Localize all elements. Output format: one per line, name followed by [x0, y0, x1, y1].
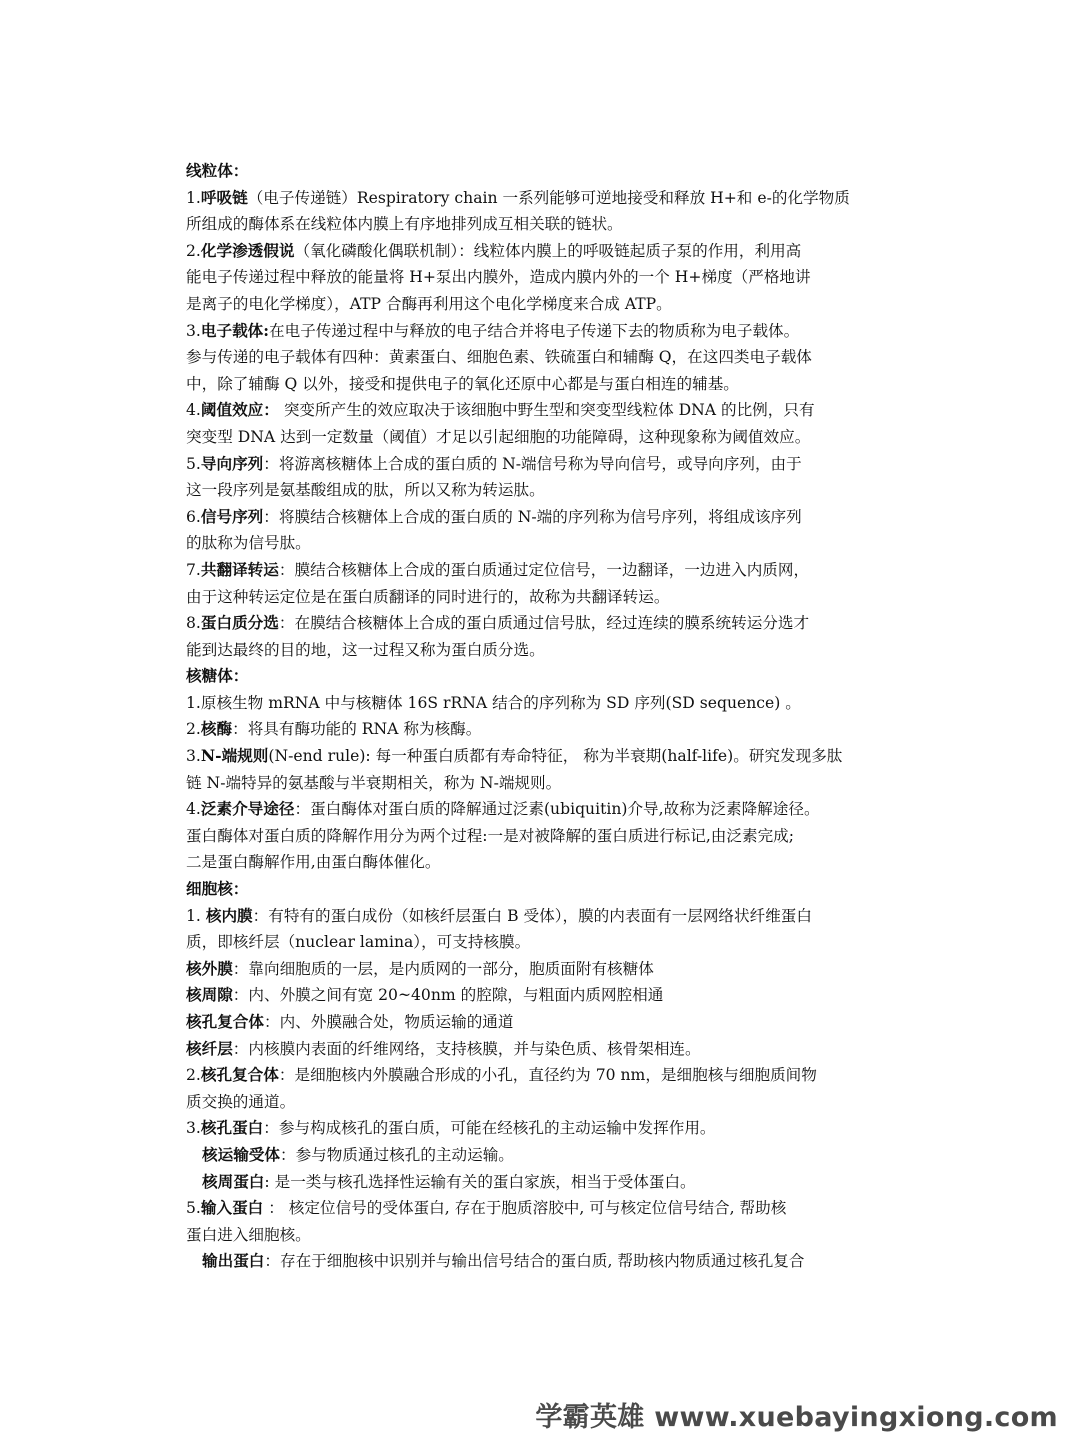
term: 共翻译转运 — [200, 559, 279, 579]
nucleus-perinuclear-space: 核周隙：内、外膜之间有宽 20~40nm 的腔隙，与粗面内质网腔相通 — [186, 985, 664, 1005]
term: 输入蛋白 — [200, 1198, 264, 1218]
mito-item-4-line-1: 4.阈值效应： 突变所产生的效应取决于该细胞中野生型和突变型线粒体 DNA 的比例，只有 — [186, 400, 815, 420]
nucleus-item-3-line-1: 3.核孔蛋白：参与构成核孔的蛋白质，可能在经核孔的主动运输中发挥作用。 — [186, 1118, 716, 1138]
section-title-mitochondria: 线粒体： — [186, 161, 249, 180]
term: 阈值效应： — [200, 400, 279, 420]
mito-item-7-line-2: 由于这种转运定位是在蛋白质翻译的同时进行的，故称为共翻译转运。 — [186, 587, 670, 606]
term: 核内膜 — [205, 905, 253, 925]
ribo-item-1-line-1: 1.原核生物 mRNA 中与核糖体 16S rRNA 结合的序列称为 SD 序列(SD sequence) 。 — [186, 693, 801, 712]
ribo-item-3-line-1: 3.N-端规则(N-end rule): 每一种蛋白质都有寿命特征， 称为半衰期(half-life)。研究发现多肽 — [186, 746, 843, 766]
term: 核纤层 — [186, 1038, 233, 1058]
mito-item-6-line-2: 的肽称为信号肽。 — [186, 534, 311, 553]
mito-item-2-line-3: 是离子的电化学梯度），ATP 合酶再利用这个电化学梯度来合成 ATP。 — [186, 294, 672, 313]
section-title-ribosome: 核糖体： — [186, 666, 249, 686]
mito-item-3-line-1: 3.电子载体:在电子传递过程中与释放的电子结合并将电子传递下去的物质称为电子载体。 — [186, 320, 800, 340]
term: 核周蛋白 — [202, 1171, 265, 1191]
site-watermark: 学霸英雄 www.xuebayingxiong.com — [535, 1402, 1058, 1433]
term: 核外膜 — [186, 958, 233, 978]
mito-item-1-line-2: 所组成的酶体系在线粒体内膜上有序地排列成互相关联的链状。 — [186, 215, 623, 234]
term: 泛素介导途径 — [200, 799, 295, 819]
mito-item-1-line-1: 1.呼吸链（电子传递链）Respiratory chain 一系列能够可逆地接受和释放 H+和 e-的化学物质 — [186, 187, 850, 207]
nucleus-exportin: 输出蛋白：存在于细胞核中识别并与输出信号结合的蛋白质, 帮助核内物质通过核孔复合 — [202, 1251, 805, 1271]
nucleus-item-5-line-2: 蛋白进入细胞核。 — [186, 1225, 311, 1244]
mito-item-2-line-1: 2.化学渗透假说（氧化磷酸化偶联机制）：线粒体内膜上的呼吸链起质子泵的作用，利用高 — [186, 240, 802, 260]
term: 核运输受体 — [202, 1144, 280, 1164]
term: 电子载体: — [200, 320, 270, 340]
mito-item-8-line-1: 8.蛋白质分选：在膜结合核糖体上合成的蛋白质通过信号肽，经过连续的膜系统转运分选才 — [186, 613, 810, 633]
mito-item-8-line-2: 能到达最终的目的地，这一过程又称为蛋白质分选。 — [186, 640, 545, 659]
ribo-item-4-line-1: 4.泛素介导途径：蛋白酶体对蛋白质的降解通过泛素(ubiquitin)介导,故称为泛素降解途径。 — [186, 799, 820, 819]
term: 核周隙 — [186, 985, 233, 1005]
term: 核孔复合体 — [200, 1065, 279, 1085]
nucleus-pore-complex: 核孔复合体：内、外膜融合处，物质运输的通道 — [186, 1012, 514, 1031]
section-title-nucleus: 细胞核： — [186, 879, 249, 899]
mito-item-2-line-2: 能电子传递过程中释放的能量将 H+泵出内膜外，造成内膜内外的一个 H+梯度（严格地讲 — [186, 268, 811, 287]
term: N-端规则 — [200, 746, 269, 766]
ribo-item-4-line-2: 蛋白酶体对蛋白质的降解作用分为两个过程:一是对被降解的蛋白质进行标记,由泛素完成; — [186, 826, 795, 845]
nucleus-item-2-line-1: 2.核孔复合体：是细胞核内外膜融合形成的小孔，直径约为 70 nm，是细胞核与细胞质间物 — [186, 1065, 817, 1085]
nucleus-item-1-line-2: 质，即核纤层（nuclear lamina），可支持核膜。 — [186, 933, 531, 952]
term: 导向序列 — [200, 453, 264, 473]
mito-item-4-line-2: 突变型 DNA 达到一定数量（阈值）才足以引起细胞的功能障碍，这种现象称为阈值效应。 — [186, 427, 811, 446]
nucleus-lamina: 核纤层：内核膜内表面的纤维网络，支持核膜，并与染色质、核骨架相连。 — [186, 1038, 701, 1058]
document-body — [186, 158, 898, 1275]
nucleus-item-2-line-2: 质交换的通道。 — [186, 1092, 296, 1111]
ribo-item-3-line-2: 链 N-端特异的氨基酸与半衰期相关，称为 N-端规则。 — [186, 773, 562, 792]
mito-item-5-line-1: 5.导向序列：将游离核糖体上合成的蛋白质的 N-端信号称为导向信号，或导向序列，由于 — [186, 453, 802, 473]
ribo-item-2-line-1: 2.核酶：将具有酶功能的 RNA 称为核酶。 — [186, 719, 482, 739]
nucleus-outer-membrane: 核外膜：靠向细胞质的一层，是内质网的一部分，胞质面附有核糖体 — [186, 958, 654, 978]
term: 核孔复合体 — [186, 1012, 264, 1031]
nucleus-item-1-line-1: 1. 核内膜：有特有的蛋白成份（如核纤层蛋白 B 受体），膜的内表面有一层网络状纤维蛋白 — [186, 905, 812, 925]
term: 核孔蛋白 — [200, 1118, 264, 1138]
term: 信号序列 — [200, 506, 264, 526]
mito-item-3-line-3: 中，除了辅酶 Q 以外，接受和提供电子的氧化还原中心都是与蛋白相连的辅基。 — [186, 374, 739, 393]
term: 输出蛋白 — [202, 1251, 265, 1271]
term: 呼吸链 — [200, 187, 248, 207]
ribo-item-4-line-3: 二是蛋白酶解作用,由蛋白酶体催化。 — [186, 853, 441, 872]
mito-item-6-line-1: 6.信号序列：将膜结合核糖体上合成的蛋白质的 N-端的序列称为信号序列，将组成该序列 — [186, 506, 802, 526]
mito-item-5-line-2: 这一段序列是氨基酸组成的肽，所以又称为转运肽。 — [186, 481, 545, 500]
mito-item-3-line-2: 参与传递的电子载体有四种：黄素蛋白、细胞色素、铁硫蛋白和辅酶 Q，在这四类电子载体 — [186, 348, 812, 367]
nucleus-perinuclear-protein: 核周蛋白: 是一类与核孔选择性运输有关的蛋白家族，相当于受体蛋白。 — [202, 1171, 696, 1191]
nucleus-item-5-line-1: 5.输入蛋白 ： 核定位信号的受体蛋白, 存在于胞质溶胶中, 可与核定位信号结合, 帮助核 — [186, 1198, 787, 1218]
nucleus-transport-receptor: 核运输受体：参与物质通过核孔的主动运输。 — [202, 1144, 514, 1164]
mito-item-7-line-1: 7.共翻译转运：膜结合核糖体上合成的蛋白质通过定位信号，一边翻译，一边进入内质网， — [186, 559, 810, 579]
term: 蛋白质分选 — [200, 613, 279, 633]
term: 核酶 — [200, 719, 233, 739]
term: 化学渗透假说 — [200, 240, 295, 260]
